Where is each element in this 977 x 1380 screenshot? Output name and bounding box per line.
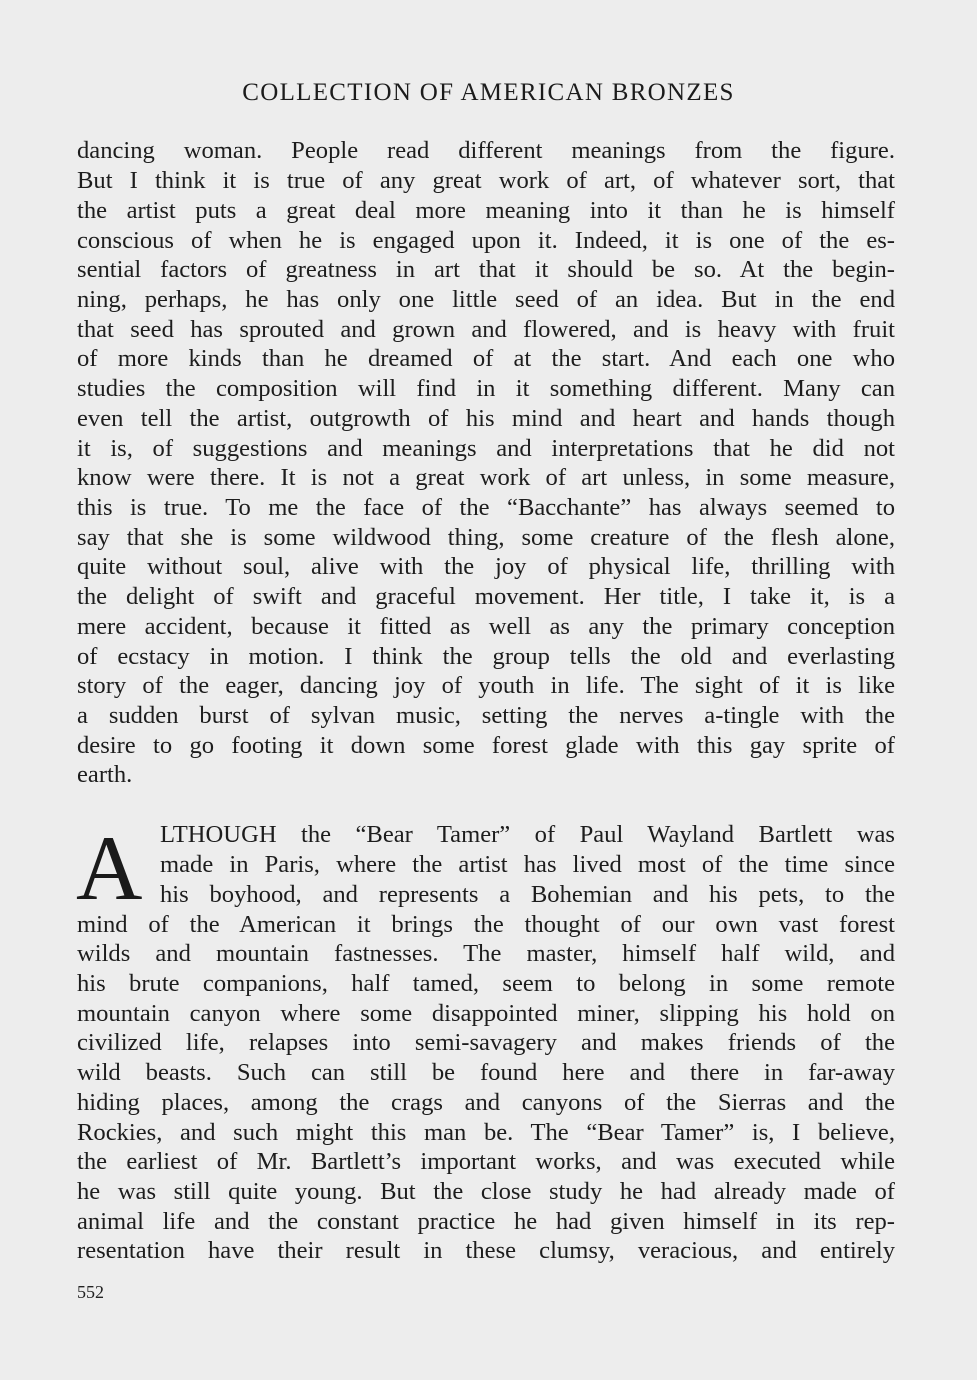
text-line: civilized life, relapses into semi-savagery and makes friends of the: [77, 1029, 895, 1056]
text-line: mountain canyon where some disappointed miner, slipping his hold on: [77, 1000, 895, 1027]
text-line: he was still quite young. But the close study he had already made of: [77, 1178, 895, 1205]
text-line: his boyhood, and represents a Bohemian and his pets, to the: [160, 881, 895, 908]
text-line: wilds and mountain fastnesses. The master, himself half wild, and: [77, 940, 895, 967]
text-line: conscious of when he is engaged upon it. Indeed, it is one of the es-: [77, 227, 895, 254]
text-line: ning, perhaps, he has only one little seed of an idea. But in the end: [77, 286, 895, 313]
text-line: of more kinds than he dreamed of at the start. And each one who: [77, 345, 895, 372]
text-line: Rockies, and such might this man be. The “Bear Tamer” is, I believe,: [77, 1119, 895, 1146]
text-line: of ecstacy in motion. I think the group tells the old and everlasting: [77, 643, 895, 670]
text-line: dancing woman. People read different meanings from the figure.: [77, 137, 895, 164]
text-line: LTHOUGH the “Bear Tamer” of Paul Wayland Bartlett was: [160, 821, 895, 848]
text-line: made in Paris, where the artist has lived most of the time since: [160, 851, 895, 878]
text-line: story of the eager, dancing joy of youth in life. The sight of it is like: [77, 672, 895, 699]
text-line: desire to go footing it down some forest glade with this gay sprite of: [77, 732, 895, 759]
text-line: earth.: [77, 761, 133, 788]
text-line: studies the composition will find in it something different. Many can: [77, 375, 895, 402]
text-line: resentation have their result in these clumsy, veracious, and entirely: [77, 1237, 895, 1264]
text-line: mere accident, because it fitted as well as any the primary conception: [77, 613, 895, 640]
text-line: his brute companions, half tamed, seem to belong in some remote: [77, 970, 895, 997]
text-line: the artist puts a great deal more meaning into it than he is himself: [77, 197, 895, 224]
text-line: mind of the American it brings the thought of our own vast forest: [77, 911, 895, 938]
text-line: know were there. It is not a great work of art unless, in some measure,: [77, 464, 895, 491]
text-line: wild beasts. Such can still be found here and there in far-away: [77, 1059, 895, 1086]
text-line: it is, of suggestions and meanings and interpretations that he did not: [77, 435, 895, 462]
page-number: 552: [77, 1282, 104, 1302]
text-line: a sudden burst of sylvan music, setting the nerves a-tingle with the: [77, 702, 895, 729]
text-line: hiding places, among the crags and canyons of the Sierras and the: [77, 1089, 895, 1116]
drop-cap: A: [76, 817, 143, 919]
text-line: even tell the artist, outgrowth of his mind and heart and hands though: [77, 405, 895, 432]
text-line: the earliest of Mr. Bartlett’s important works, and was executed while: [77, 1148, 895, 1175]
text-line: say that she is some wildwood thing, some creature of the flesh alone,: [77, 524, 895, 551]
running-head: COLLECTION OF AMERICAN BRONZES: [242, 79, 735, 106]
text-line: animal life and the constant practice he had given himself in its rep-: [77, 1208, 895, 1235]
text-line: that seed has sprouted and grown and flowered, and is heavy with fruit: [77, 316, 895, 343]
text-line: sential factors of greatness in art that it should be so. At the begin-: [77, 256, 895, 283]
text-line: quite without soul, alive with the joy of physical life, thrilling with: [77, 553, 895, 580]
text-line: this is true. To me the face of the “Bacchante” has always seemed to: [77, 494, 895, 521]
text-line: the delight of swift and graceful movement. Her title, I take it, is a: [77, 583, 895, 610]
text-line: But I think it is true of any great work of art, of whatever sort, that: [77, 167, 895, 194]
